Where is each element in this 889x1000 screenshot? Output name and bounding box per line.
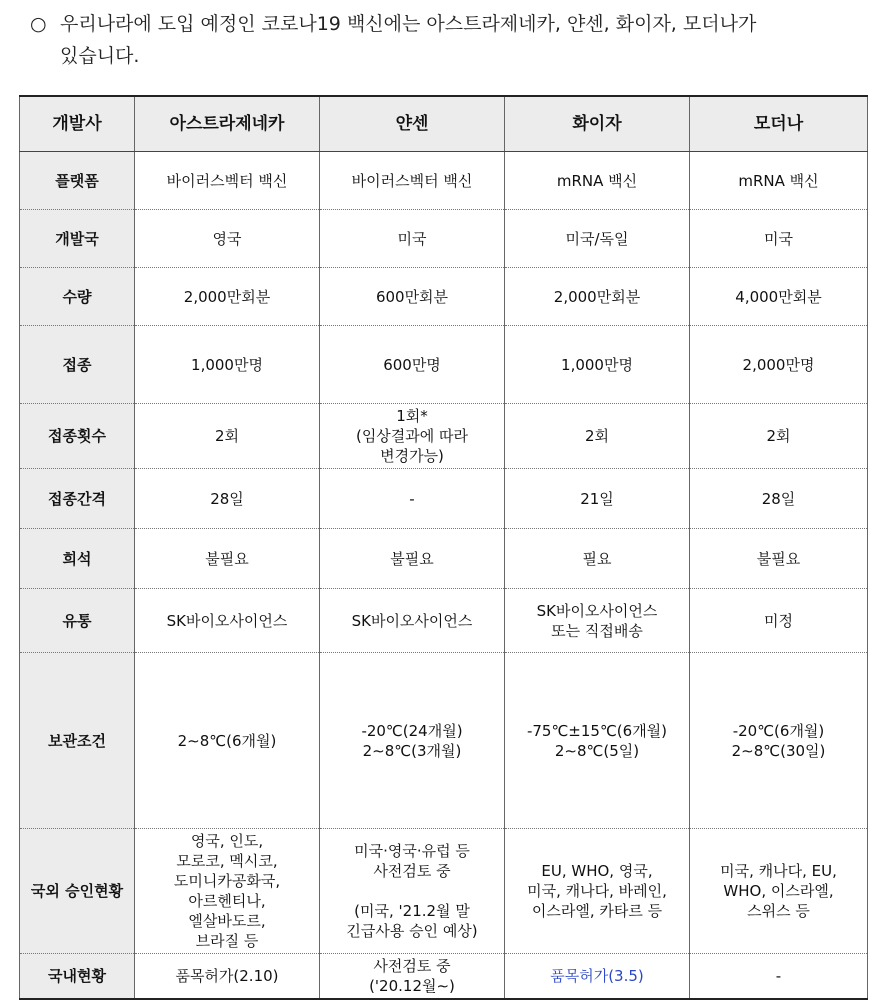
cell-text: (미국, '21.2월 말	[354, 902, 470, 920]
table-cell	[320, 326, 505, 404]
table-cell	[320, 210, 505, 268]
table-row	[20, 152, 868, 210]
cell-text: 2∼8℃(5일)	[554, 741, 640, 760]
table-cell	[135, 589, 320, 653]
cell-text: 사전검토 중	[373, 862, 451, 880]
table-header-row	[20, 96, 868, 152]
cell-text: 600만명	[383, 355, 441, 374]
row-label: 국내현황	[20, 954, 135, 1000]
table-cell	[690, 152, 868, 210]
table-cell	[320, 529, 505, 589]
cell-text	[324, 881, 500, 901]
table-cell	[690, 404, 868, 469]
table-cell	[320, 829, 505, 954]
cell-text: 바이러스벡터 백신	[351, 171, 473, 190]
cell-text: 2회	[584, 427, 610, 445]
cell-text: 2,000만회분	[553, 287, 641, 306]
table-cell	[320, 954, 505, 1000]
table-row	[20, 404, 868, 469]
table-cell	[320, 653, 505, 829]
table-cell	[505, 210, 690, 268]
cell-text: 아르헨티나,	[188, 892, 266, 910]
cell-text: mRNA 백신	[556, 171, 638, 190]
cell-text: 600만회분	[375, 287, 449, 306]
header-company: 아스트라제네카	[135, 96, 320, 152]
table-cell	[320, 404, 505, 469]
cell-text: -	[775, 967, 782, 985]
cell-text: 28일	[210, 489, 244, 508]
table-cell	[320, 469, 505, 529]
cell-text: 엘살바도르,	[188, 912, 266, 930]
table-cell	[135, 829, 320, 954]
table-row	[20, 829, 868, 954]
cell-text: 불필요	[756, 549, 801, 568]
row-label: 플랫폼	[20, 152, 135, 210]
cell-text: 사전검토 중	[373, 957, 451, 975]
table-row	[20, 469, 868, 529]
table-cell	[505, 326, 690, 404]
table-cell	[505, 954, 690, 1000]
cell-text: 변경가능)	[380, 447, 444, 465]
cell-text: 스위스 등	[747, 902, 810, 920]
cell-text: 21일	[580, 489, 614, 508]
table-cell	[135, 653, 320, 829]
row-label: 개발국	[20, 210, 135, 268]
cell-text: 미정	[764, 611, 793, 630]
cell-text: 미국, 캐나다, EU,	[720, 862, 837, 880]
table-cell	[505, 829, 690, 954]
cell-text: 미국	[764, 229, 793, 248]
cell-text: 2회	[214, 427, 240, 445]
table-cell	[135, 210, 320, 268]
cell-text: 1,000만명	[191, 355, 263, 374]
cell-text: 영국	[212, 229, 242, 248]
table-cell	[505, 268, 690, 326]
table-cell	[135, 326, 320, 404]
table-cell	[135, 469, 320, 529]
table-row	[20, 954, 868, 1000]
header-company: 얀센	[320, 96, 505, 152]
cell-text: mRNA 백신	[738, 171, 819, 190]
table-cell	[690, 469, 868, 529]
cell-text: -	[409, 489, 415, 508]
cell-text: (임상결과에 따라	[355, 427, 469, 445]
cell-text: ('20.12월∼)	[369, 977, 455, 995]
table-cell	[135, 404, 320, 469]
cell-text: 영국, 인도,	[190, 832, 264, 850]
table-cell	[320, 589, 505, 653]
cell-text: 불필요	[390, 549, 434, 568]
cell-text: 1,000만명	[561, 355, 633, 374]
cell-text: 불필요	[205, 549, 249, 568]
table-cell	[505, 404, 690, 469]
cell-text: 4,000만회분	[735, 287, 822, 306]
table-row	[20, 653, 868, 829]
row-label: 접종간격	[20, 469, 135, 529]
cell-text: SK바이오사이언스	[351, 611, 473, 630]
row-label: 희석	[20, 529, 135, 589]
cell-text: 1회*	[396, 407, 428, 425]
row-label: 국외 승인현황	[20, 829, 135, 954]
table-row	[20, 210, 868, 268]
cell-text: -20℃(6개월)	[732, 721, 825, 740]
table-cell	[135, 152, 320, 210]
table-cell	[690, 589, 868, 653]
row-label: 접종	[20, 326, 135, 404]
cell-text: 미국, 캐나다, 바레인,	[527, 882, 667, 900]
header-company: 모더나	[690, 96, 868, 152]
cell-text: SK바이오사이언스	[166, 611, 288, 630]
cell-text: 2,000만명	[742, 355, 815, 374]
cell-text: 필요	[582, 549, 612, 568]
cell-text: 미국	[397, 229, 427, 248]
cell-text: -75℃±15℃(6개월)	[526, 721, 668, 740]
row-label: 접종횟수	[20, 404, 135, 469]
cell-text: EU, WHO, 영국,	[541, 862, 653, 880]
table-cell	[135, 954, 320, 1000]
table-cell	[505, 529, 690, 589]
cell-text: 도미니카공화국,	[173, 872, 281, 890]
cell-text: WHO, 이스라엘,	[723, 882, 834, 900]
table-row	[20, 589, 868, 653]
cell-text: 2∼8℃(30일)	[731, 741, 826, 760]
cell-text: 2∼8℃(6개월)	[177, 731, 277, 750]
vaccine-comparison-table	[19, 95, 868, 1000]
cell-text: 2회	[766, 427, 791, 445]
cell-text: SK바이오사이언스	[536, 601, 658, 620]
table-cell	[320, 152, 505, 210]
table-cell	[505, 653, 690, 829]
table-cell	[505, 589, 690, 653]
header-company: 화이자	[505, 96, 690, 152]
table-cell	[690, 954, 868, 1000]
table-cell	[135, 268, 320, 326]
cell-text: 미국/독일	[565, 229, 629, 248]
row-label: 수량	[20, 268, 135, 326]
cell-text: 미국·영국·유럽 등	[354, 842, 470, 860]
cell-text: 또는 직접배송	[551, 621, 643, 640]
table-cell	[690, 529, 868, 589]
table-cell	[690, 210, 868, 268]
cell-text: 2,000만회분	[183, 287, 271, 306]
table-cell	[505, 152, 690, 210]
cell-text: 바이러스벡터 백신	[166, 171, 288, 190]
intro-line-2: 있습니다.	[60, 45, 140, 67]
cell-text: 28일	[761, 489, 796, 508]
cell-text: 브라질 등	[195, 932, 259, 950]
row-label: 유통	[20, 589, 135, 653]
table-cell	[135, 529, 320, 589]
table-row	[20, 529, 868, 589]
cell-text: -20℃(24개월)	[361, 721, 463, 740]
table-cell	[320, 268, 505, 326]
table-row	[20, 268, 868, 326]
intro-line-1: 우리나라에 도입 예정인 코로나19 백신에는 아스트라제네카, 얀센, 화이자, 모더나가	[60, 13, 757, 35]
header-developer: 개발사	[20, 96, 135, 152]
table-cell	[690, 829, 868, 954]
cell-text: 긴급사용 승인 예상)	[346, 922, 478, 940]
row-label: 보관조건	[20, 653, 135, 829]
table-row	[20, 326, 868, 404]
cell-text: 모로코, 멕시코,	[176, 852, 278, 870]
table-cell	[505, 469, 690, 529]
cell-text: 2∼8℃(3개월)	[362, 741, 462, 760]
table-cell	[690, 268, 868, 326]
table-cell	[690, 653, 868, 829]
cell-text: 이스라엘, 카타르 등	[531, 902, 663, 920]
cell-text: 품목허가(2.10)	[175, 967, 279, 985]
table-cell	[690, 326, 868, 404]
bullet-circle-icon: ○	[30, 13, 47, 35]
cell-text: 품목허가(3.5)	[550, 967, 644, 985]
intro-paragraph	[30, 8, 880, 72]
